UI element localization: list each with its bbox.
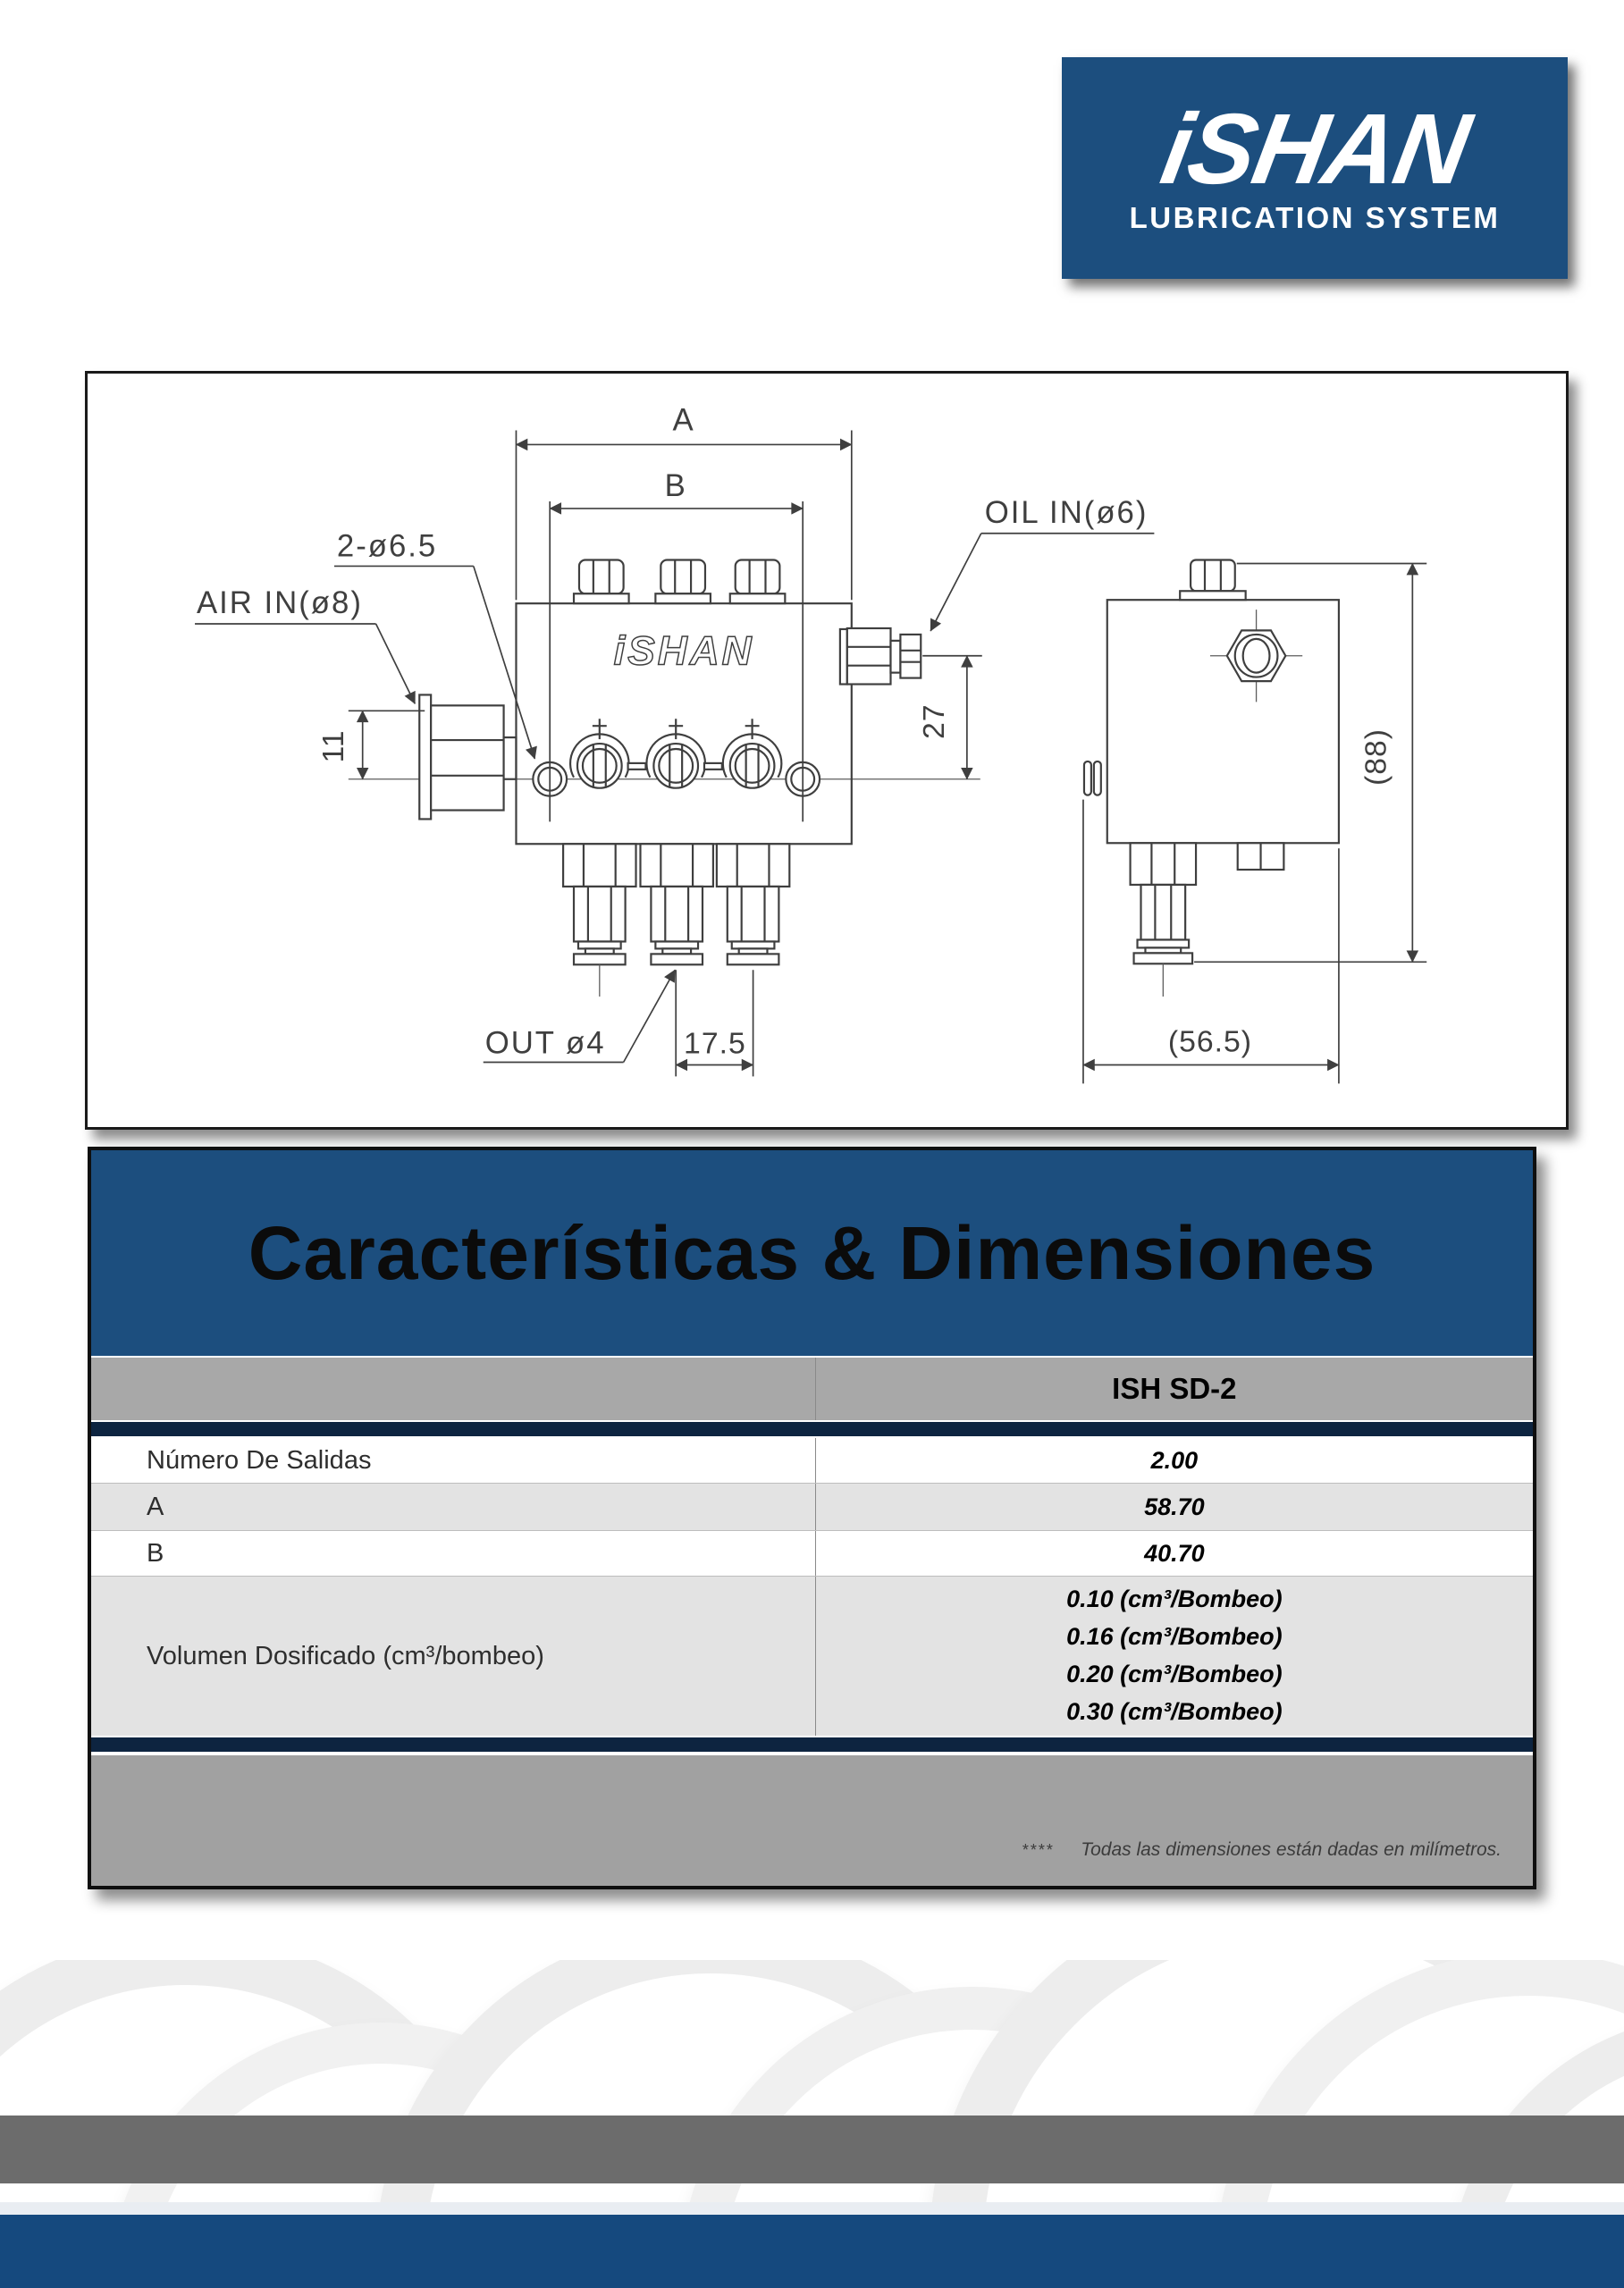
table-footer — [91, 1754, 1533, 1886]
front-view — [419, 560, 921, 997]
dimension-17-5 — [676, 970, 753, 1076]
volume-value: 0.10 (cm³/Bombeo) — [1066, 1586, 1283, 1613]
top-bolts — [574, 560, 785, 604]
gray-band — [0, 2116, 1624, 2183]
header-empty-cell — [91, 1358, 815, 1420]
label-air-in: AIR IN(ø8) — [197, 586, 363, 621]
label-dim-27: 27 — [917, 703, 952, 739]
brand-logo — [1062, 57, 1568, 279]
side-view — [1084, 560, 1339, 997]
light-strip — [0, 2202, 1624, 2215]
technical-drawing-panel — [85, 371, 1569, 1130]
dimension-88 — [1194, 563, 1426, 962]
volume-value: 0.30 (cm³/Bombeo) — [1066, 1697, 1283, 1725]
table-header-row — [91, 1358, 1533, 1420]
callout-oil-in — [930, 496, 1154, 631]
metering-adjusters — [570, 719, 781, 787]
technical-drawing — [88, 374, 1566, 1127]
oil-fitting — [840, 628, 921, 685]
row-value: 58.70 — [1144, 1493, 1205, 1520]
row-label: Número De Salidas — [147, 1445, 372, 1475]
separator-bar — [91, 1420, 1533, 1438]
label-dim-11: 11 — [316, 729, 350, 763]
air-fitting-body — [431, 705, 503, 810]
volume-value: 0.20 (cm³/Bombeo) — [1066, 1661, 1283, 1687]
separator-bar — [91, 1736, 1533, 1754]
label-holes: 2-ø6.5 — [336, 529, 438, 564]
row-label: B — [147, 1538, 164, 1568]
table-row — [91, 1438, 1533, 1484]
block-logo-text: iSHAN — [613, 627, 754, 674]
air-fitting-flange — [419, 694, 431, 819]
dimension-11 — [316, 711, 425, 778]
footnote — [1022, 1839, 1502, 1861]
label-dim-56-5: (56.5) — [1167, 1024, 1253, 1059]
label-out: OUT ø4 — [484, 1026, 606, 1061]
brand-subtitle: LUBRICATION SYSTEM — [1129, 200, 1501, 234]
column-header: ISH SD-2 — [815, 1358, 1533, 1420]
footnote-text: Todas las dimensiones están dadas en milímetros. — [1081, 1839, 1502, 1860]
brand-wordmark: iSHAN — [1153, 93, 1477, 206]
row-value: 40.70 — [1144, 1539, 1205, 1567]
table-row — [91, 1531, 1533, 1577]
blue-band — [0, 2215, 1624, 2288]
callout-out — [484, 970, 675, 1062]
label-dim-17-5: 17.5 — [684, 1026, 746, 1061]
row-label: A — [147, 1492, 164, 1521]
manifold-block-side — [1107, 600, 1339, 843]
table-title: Características & Dimensiones — [91, 1150, 1533, 1358]
row-label: Volumen Dosificado (cm³/bombeo) — [147, 1641, 544, 1670]
label-dim-b: B — [664, 469, 687, 504]
table-row-volume — [91, 1577, 1533, 1736]
label-dim-a: A — [672, 403, 695, 438]
callout-air-in — [195, 586, 415, 703]
spec-table — [88, 1147, 1536, 1889]
table-row — [91, 1484, 1533, 1531]
row-value: 2.00 — [1150, 1446, 1199, 1474]
volume-value: 0.16 (cm³/Bombeo) — [1066, 1623, 1283, 1651]
footnote-marker: **** — [1022, 1841, 1055, 1859]
bottom-decoration — [0, 1960, 1624, 2288]
dimension-27 — [917, 656, 982, 779]
label-dim-88: (88) — [1359, 728, 1393, 786]
label-oil-in: OIL IN(ø6) — [984, 495, 1149, 530]
